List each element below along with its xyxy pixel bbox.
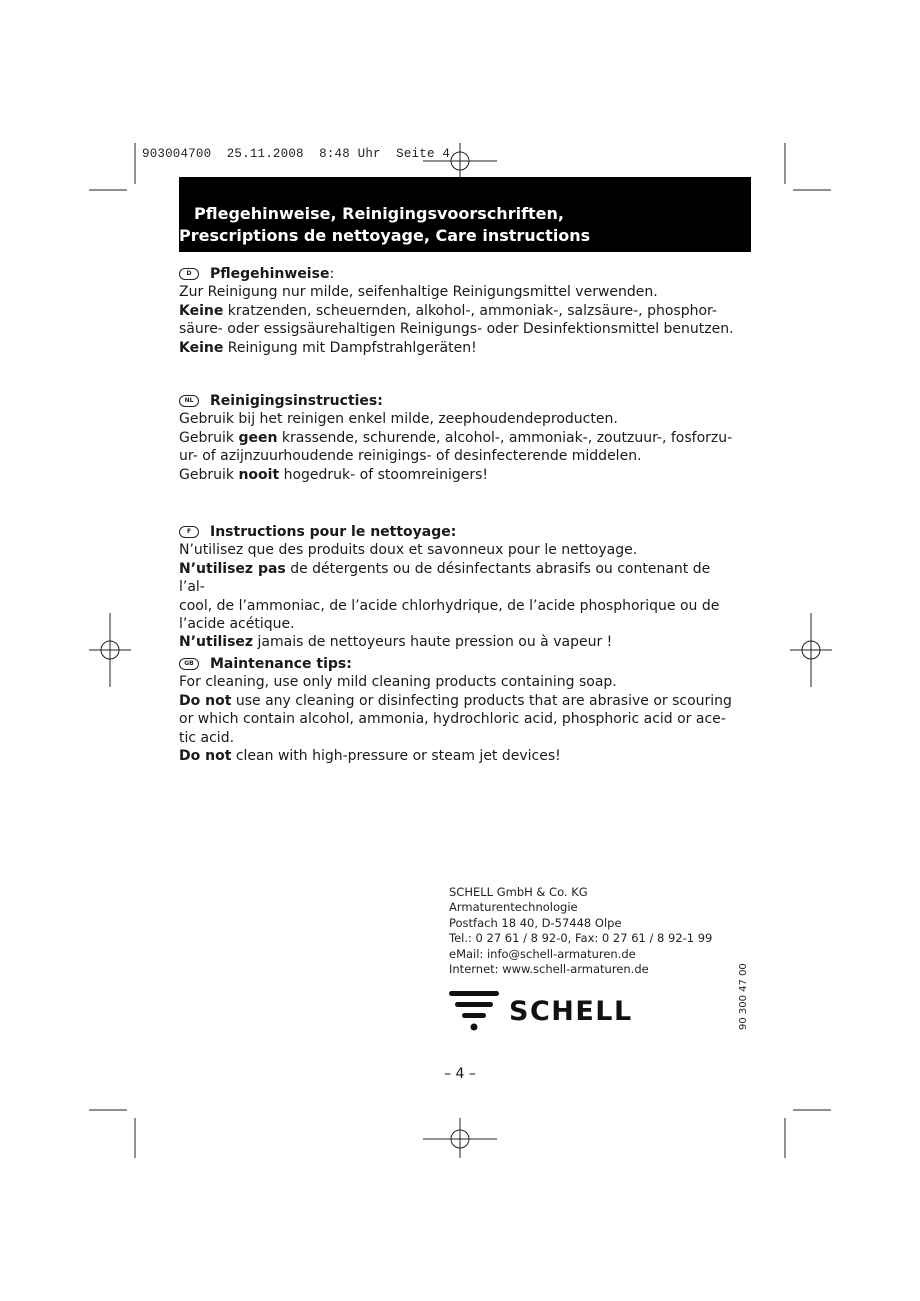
company-address [449, 885, 712, 977]
company-name: SCHELL GmbH & Co. KG [449, 885, 588, 899]
section-title-nl: Reinigingsinstructies: [210, 393, 383, 409]
language-badge-nl: NL [179, 395, 199, 407]
text-line: Do not use any cleaning or disinfecting products that are abrasive or scouring [179, 692, 732, 709]
text-line: N’utilisez jamais de nettoyeurs haute pression ou à vapeur ! [179, 634, 613, 651]
section-nl [179, 392, 739, 484]
text-line: Gebruik geen krassende, schurende, alcohol-, ammoniak-, zoutzuur-, fosforzu- [179, 429, 733, 446]
document-number: 90 300 47 00 [738, 963, 749, 1030]
text-line: Keine kratzenden, scheuernden, alkohol-, ammoniak-, salzsäure-, phosphor- [179, 302, 717, 319]
text-line: l’acide acétique. [179, 616, 295, 633]
postal-address: Postfach 18 40, D-57448 Olpe [449, 915, 622, 930]
registration-mark-left [89, 613, 131, 687]
print-slug: 903004700 25.11.2008 8:48 Uhr Seite 4 [142, 147, 451, 161]
section-fr [179, 523, 739, 652]
text-line: Do not clean with high-pressure or steam jet devices! [179, 748, 561, 765]
title-banner [179, 177, 751, 252]
section-gb [179, 655, 739, 765]
logo-wordmark: SCHELL [509, 995, 633, 1027]
language-badge-gb: GB [179, 658, 199, 670]
section-title-gb: Maintenance tips: [210, 656, 352, 672]
section-title-fr: Instructions pour le nettoyage: [210, 524, 457, 540]
water-jet-logo-icon [449, 990, 499, 1032]
language-badge-fr: F [179, 526, 199, 538]
text-line: Zur Reinigung nur milde, seifenhaltige Reinigungsmittel verwenden. [179, 284, 658, 301]
title-line-1: Pflegehinweise, Reinigingsvoorschriften, [194, 204, 564, 223]
section-de: D Pflegehinweise : Zur Reinigung nur milde, seifenhaltige Reinigungsmittel verwenden. Keine kratzenden, scheuernden, alkohol-, ammoniak-, salzsäure-, phosphor- säure- oder essigsäurehaltigen Reinigungs- oder Desinfektionsmittel benutzen. Keine Reinigung mit Dampfstrahlgeräten! [179, 265, 739, 357]
text-line: Keine Reinigung mit Dampfstrahlgeräten! [179, 339, 477, 356]
schell-logo [449, 990, 633, 1032]
text-line: or which contain alcohol, ammonia, hydrochloric acid, phosphoric acid or ace- [179, 711, 726, 728]
page-number: – 4 – [444, 1066, 476, 1082]
text-line: Gebruik nooit hogedruk- of stoomreinigers! [179, 466, 489, 483]
text-line: For cleaning, use only mild cleaning products containing soap. [179, 674, 617, 691]
website: Internet: www.schell-armaturen.de [449, 962, 649, 977]
section-title-de: Pflegehinweise [210, 266, 330, 282]
company-division: Armaturentechnologie [449, 900, 578, 915]
text-line: Gebruik bij het reinigen enkel milde, zeephoudendeproducten. [179, 411, 618, 428]
text-line: N’utilisez que des produits doux et savonneux pour le nettoyage. [179, 542, 638, 559]
registration-mark-right [790, 613, 832, 687]
title-line-2: Prescriptions de nettoyage, Care instructions [179, 226, 591, 245]
email-address: eMail: info@schell-armaturen.de [449, 946, 636, 961]
text-line: tic acid. [179, 729, 235, 746]
text-line: säure- oder essigsäurehaltigen Reinigungs- oder Desinfektionsmittel benutzen. [179, 321, 734, 338]
language-badge-de: D [179, 268, 199, 280]
phone-fax: Tel.: 0 27 61 / 8 92-0, Fax: 0 27 61 / 8 92-1 99 [449, 931, 713, 946]
text-line: cool, de l’ammoniac, de l’acide chlorhydrique, de l’acide phosphorique ou de [179, 597, 720, 614]
text-line: ur- of azijnzuurhoudende reinigings- of desinfecterende middelen. [179, 448, 642, 465]
text-line: N’utilisez pas de détergents ou de désinfectants abrasifs ou contenant de l’al- [179, 560, 711, 596]
registration-mark-bottom [423, 1118, 497, 1158]
